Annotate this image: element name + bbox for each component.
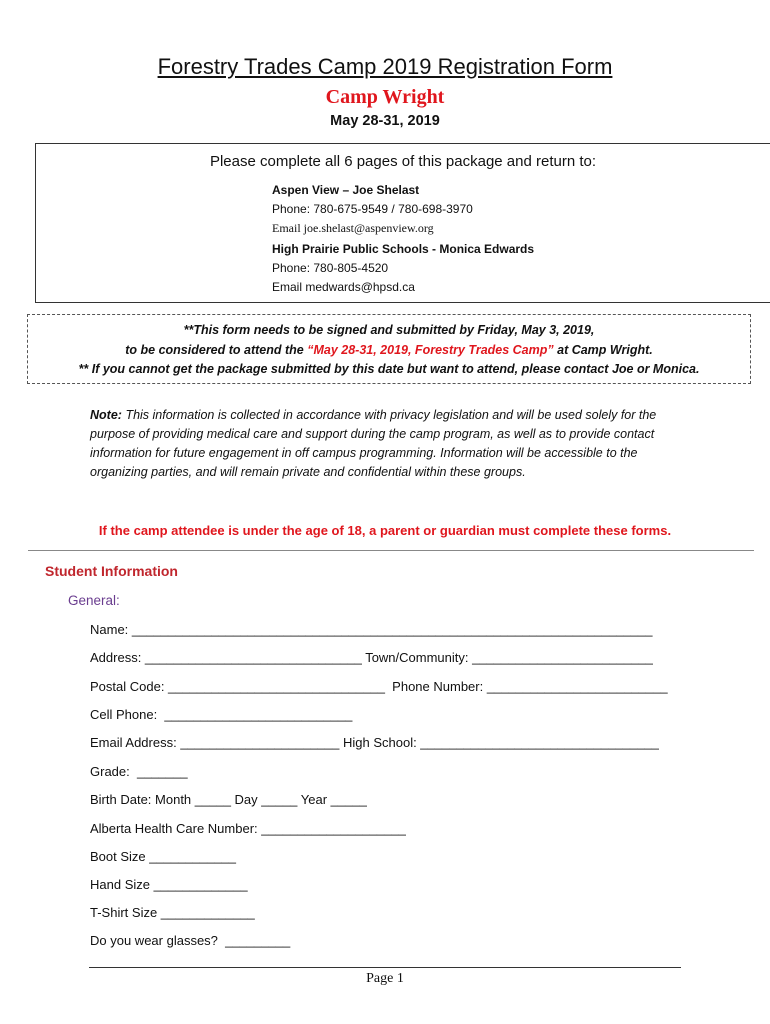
name-field[interactable]: Name: ________________________________________________________________________: [90, 622, 653, 637]
footer-divider: [89, 967, 681, 968]
contact-email: Email joe.shelast@aspenview.org: [272, 221, 434, 235]
contact-heading: Please complete all 6 pages of this package and return to:: [209, 153, 597, 170]
notice-line-3: ** If you cannot get the package submitted by this date but want to attend, please contact Joe or Monica.: [78, 362, 700, 376]
deadline-notice: [27, 314, 751, 384]
contact-aspen-view: [272, 181, 473, 238]
notice-line-2: [28, 343, 750, 357]
notice-camp-highlight: “May 28-31, 2019, Forestry Trades Camp”: [307, 343, 554, 357]
contact-email: Email medwards@hpsd.ca: [272, 280, 415, 294]
glasses-field[interactable]: Do you wear glasses? _________: [90, 933, 291, 948]
form-title: Forestry Trades Camp 2019 Registration Form: [157, 54, 613, 79]
email-school-field[interactable]: Email Address: ______________________ High School: _________________________________: [90, 735, 659, 750]
birth-date-field[interactable]: Birth Date: Month _____ Day _____ Year _____: [90, 792, 367, 807]
note-label: Note:: [90, 408, 122, 422]
grade-field[interactable]: Grade: _______: [90, 764, 188, 779]
page-number: Page 1: [366, 971, 404, 986]
contact-name: Aspen View – Joe Shelast: [272, 183, 420, 197]
contact-box: [35, 143, 770, 303]
notice-line-2-post: at Camp Wright.: [553, 343, 653, 357]
minor-notice: If the camp attendee is under the age of 18, a parent or guardian must complete these forms.: [98, 523, 672, 538]
contact-name: High Prairie Public Schools - Monica Edwards: [272, 242, 535, 256]
notice-line-2-pre: to be considered to attend the: [125, 343, 308, 357]
cell-phone-field[interactable]: Cell Phone: __________________________: [90, 707, 353, 722]
divider: [28, 550, 754, 551]
subsection-title: General:: [68, 593, 120, 608]
postal-phone-field[interactable]: Postal Code: ______________________________ Phone Number: _________________________: [90, 679, 668, 694]
camp-dates: May 28-31, 2019: [330, 113, 440, 129]
privacy-note: [90, 406, 690, 482]
contact-phone: Phone: 780-805-4520: [272, 261, 389, 275]
hand-size-field[interactable]: Hand Size _____________: [90, 877, 248, 892]
contact-phone: Phone: 780-675-9549 / 780-698-3970: [272, 202, 473, 216]
section-title: Student Information: [45, 563, 178, 579]
camp-name: Camp Wright: [325, 86, 445, 108]
tshirt-size-field[interactable]: T-Shirt Size _____________: [90, 905, 255, 920]
boot-size-field[interactable]: Boot Size ____________: [90, 849, 237, 864]
contact-high-prairie: [272, 240, 534, 297]
address-field[interactable]: Address: ______________________________ Town/Community: _________________________: [90, 650, 653, 665]
health-care-number-field[interactable]: Alberta Health Care Number: ____________________: [90, 821, 406, 836]
note-text: This information is collected in accordance with privacy legislation and will be used solely for the purpose of providing medical care and support during the camp program, as well as to provide contact information for future engagement in off campus programming. Information will be accessible to the organizing parties, and will remain private and confidential within these groups.: [90, 408, 657, 479]
notice-line-1: **This form needs to be signed and submitted by Friday, May 3, 2019,: [183, 323, 595, 337]
